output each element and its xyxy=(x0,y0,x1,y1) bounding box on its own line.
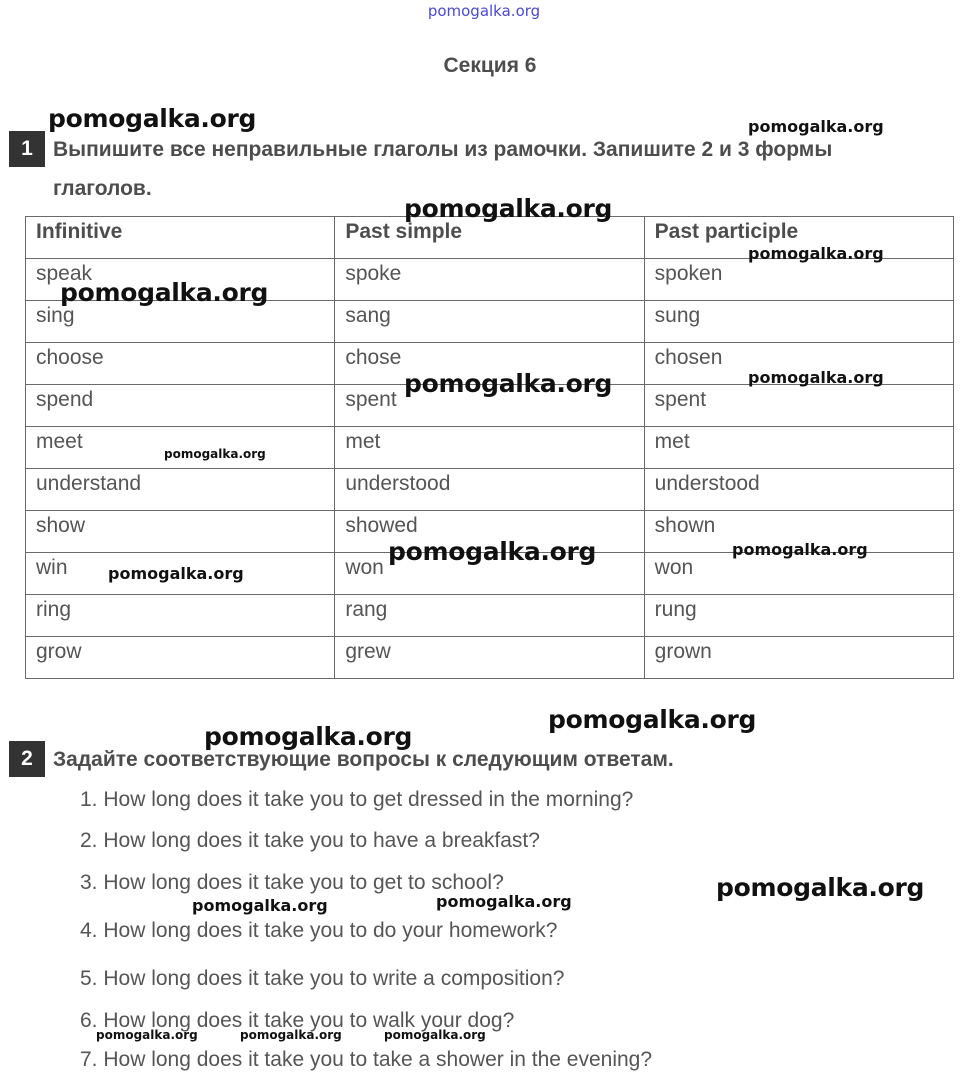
watermark: pomogalka.org xyxy=(748,117,884,136)
watermark: pomogalka.org xyxy=(732,540,868,559)
cell-past-simple: met xyxy=(335,427,644,469)
cell-past-simple: understood xyxy=(335,469,644,511)
cell-past-participle: spoken xyxy=(644,259,953,301)
cell-past-participle: sung xyxy=(644,301,953,343)
watermark: pomogalka.org xyxy=(716,873,925,902)
cell-past-simple: showed xyxy=(335,511,644,553)
list-item: 7. How long does it take you to take a shower in the evening? xyxy=(80,1048,653,1071)
watermark: pomogalka.org xyxy=(748,368,884,387)
table-row xyxy=(26,595,954,637)
cell-infinitive: meet xyxy=(26,427,335,469)
list-item: 2. How long does it take you to have a breakfast? xyxy=(80,829,540,852)
header-infinitive: Infinitive xyxy=(26,217,335,259)
cell-past-participle: shown xyxy=(644,511,953,553)
list-item: 3. How long does it take you to get to school? xyxy=(80,871,504,894)
watermark: pomogalka.org xyxy=(384,1028,486,1042)
cell-infinitive: grow xyxy=(26,637,335,679)
watermark: pomogalka.org xyxy=(388,537,597,566)
cell-past-simple: won xyxy=(335,553,644,595)
cell-infinitive: spend xyxy=(26,385,335,427)
task-2-badge: 2 xyxy=(9,741,45,777)
cell-past-participle: won xyxy=(644,553,953,595)
cell-infinitive: ring xyxy=(26,595,335,637)
cell-past-simple: chose xyxy=(335,343,644,385)
watermark: pomogalka.org xyxy=(240,1028,342,1042)
section-title: Секция 6 xyxy=(443,54,537,77)
cell-past-participle: grown xyxy=(644,637,953,679)
cell-past-simple: sang xyxy=(335,301,644,343)
watermark: pomogalka.org xyxy=(96,1028,198,1042)
list-item: 5. How long does it take you to write a composition? xyxy=(80,967,565,990)
cell-past-participle: spent xyxy=(644,385,953,427)
cell-past-simple: rang xyxy=(335,595,644,637)
task-1-instruction-line1: Выпишите все неправильные глаголы из рамочки. Запишите 2 и 3 формы xyxy=(53,138,833,161)
watermark: pomogalka.org xyxy=(204,722,413,751)
watermark: pomogalka.org xyxy=(548,705,757,734)
list-item: 4. How long does it take you to do your homework? xyxy=(80,919,558,942)
watermark: pomogalka.org xyxy=(404,194,613,223)
list-item: 6. How long does it take you to walk your dog? xyxy=(80,1009,515,1032)
cell-past-participle: rung xyxy=(644,595,953,637)
cell-past-simple: spent xyxy=(335,385,644,427)
cell-infinitive: understand xyxy=(26,469,335,511)
cell-past-participle: understood xyxy=(644,469,953,511)
cell-past-participle: chosen xyxy=(644,343,953,385)
watermark: pomogalka.org xyxy=(164,447,266,461)
table-row xyxy=(26,469,954,511)
watermark: pomogalka.org xyxy=(108,564,244,583)
cell-infinitive: sing xyxy=(26,301,335,343)
task-1-badge: 1 xyxy=(9,131,45,167)
cell-infinitive: choose xyxy=(26,343,335,385)
watermark: pomogalka.org xyxy=(404,369,613,398)
header-past-participle: Past participle xyxy=(644,217,953,259)
cell-infinitive: show xyxy=(26,511,335,553)
cell-past-simple: spoke xyxy=(335,259,644,301)
watermark: pomogalka.org xyxy=(436,892,572,911)
task-2-instruction: Задайте соответствующие вопросы к следующим ответам. xyxy=(53,748,674,771)
task-1-instruction-line2: глаголов. xyxy=(53,177,152,200)
watermark: pomogalka.org xyxy=(48,104,257,133)
table-row xyxy=(26,637,954,679)
cell-past-participle: met xyxy=(644,427,953,469)
watermark: pomogalka.org xyxy=(192,896,328,915)
header-past-simple: Past simple xyxy=(335,217,644,259)
watermark: pomogalka.org xyxy=(748,244,884,263)
list-item: 1. How long does it take you to get dressed in the morning? xyxy=(80,788,634,811)
watermark-top: pomogalka.org xyxy=(427,2,541,20)
cell-infinitive: win xyxy=(26,553,335,595)
watermark: pomogalka.org xyxy=(60,278,269,307)
cell-infinitive: speak xyxy=(26,259,335,301)
cell-past-simple: grew xyxy=(335,637,644,679)
